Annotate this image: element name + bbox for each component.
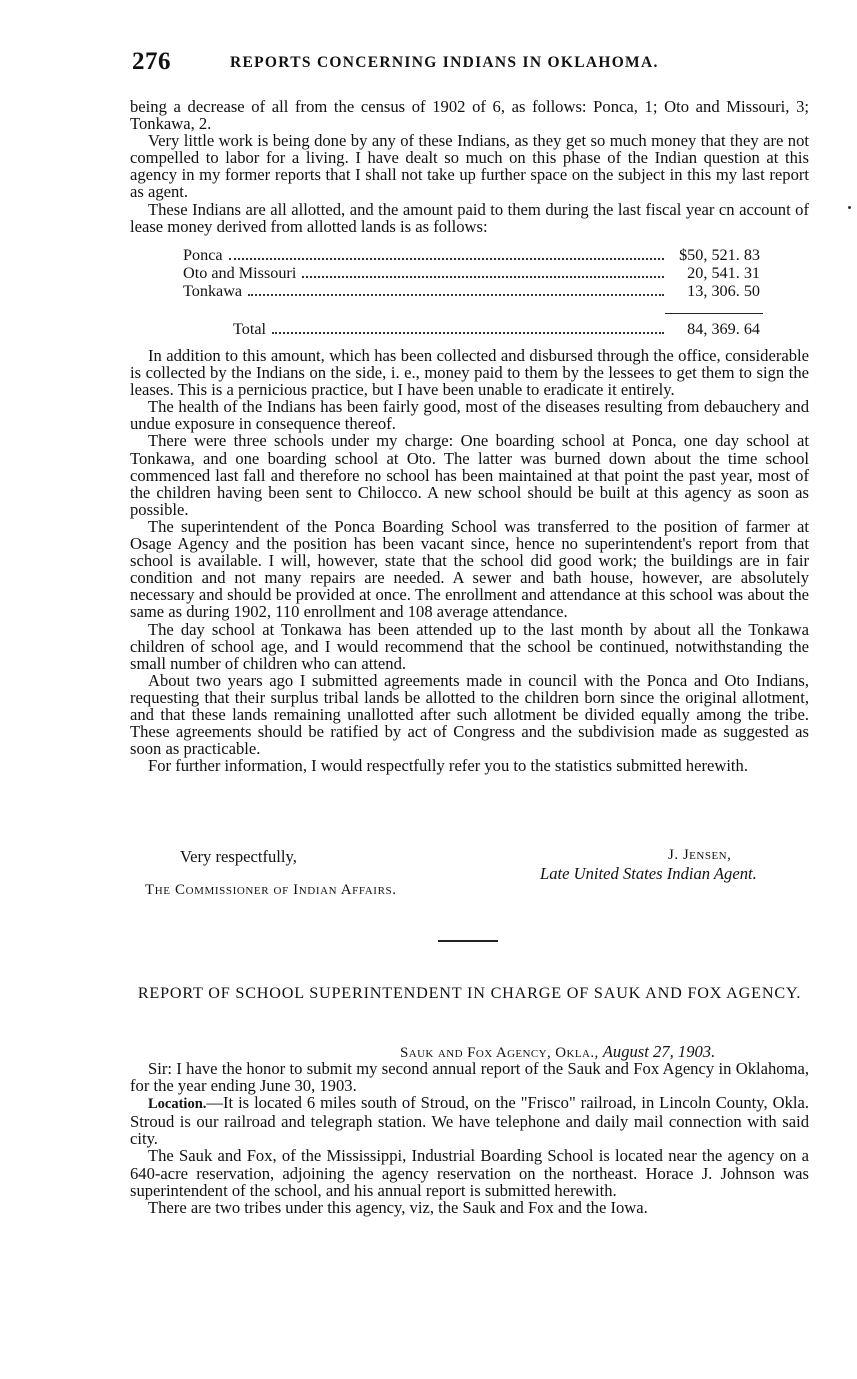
table-row bbox=[183, 247, 760, 265]
dot-leader bbox=[248, 294, 664, 296]
body-text-middle bbox=[130, 347, 809, 774]
paragraph: The superintendent of the Ponca Boarding School was transferred to the position of farmer at Osage Agency and the position has been vacant since, hence no superintendent's report from that school is available. I will, however, state that the school did good work; the buildings are in fair condition and not many repairs are needed. A sewer and bath house, however, are absolutely necessary and should be provided at once. The enrollment and attendance at this school was about the same as during 1902, 110 enrollment and 108 average attendance. bbox=[130, 516, 809, 622]
paragraph: In addition to this amount, which has been collected and disbursed through the office, considerable is collected by the Indians on the side, i. e., money paid to them by the lessees to get them to sign the leases. This is a pernicious practice, but I have been unable to eradicate it entirely. bbox=[130, 346, 809, 400]
row-label: Tonkawa bbox=[183, 282, 243, 300]
row-amount: $50, 521. 83 bbox=[679, 246, 760, 264]
section-divider bbox=[438, 940, 498, 942]
page-header bbox=[132, 48, 822, 78]
report-title: REPORT OF SCHOOL SUPERINTENDENT IN CHARGE OF SAUK AND FOX AGENCY. bbox=[137, 984, 802, 1002]
paragraph: About two years ago I submitted agreements made in council with the Ponca and Oto Indians, requesting that their surplus tribal lands be allotted to the children born since the original allotment, and that these lands remaining unallotted after such allotment be divided equally among the tribe. These agreements should be ratified by act of Congress and the subdivision made as suggested as soon as practicable. bbox=[130, 670, 809, 759]
total-label: Total bbox=[233, 320, 267, 338]
dot-leader bbox=[229, 258, 664, 260]
total-amount: 84, 369. 64 bbox=[687, 320, 760, 338]
row-amount: 13, 306. 50 bbox=[687, 282, 760, 300]
paragraph: For further information, I would respectfully refer you to the statistics submitted herewith. bbox=[148, 756, 748, 776]
closing-text: Very respectfully, bbox=[180, 847, 297, 866]
row-amount: 20, 541. 31 bbox=[687, 264, 760, 282]
row-label: Ponca bbox=[183, 246, 223, 264]
paragraph: being a decrease of all from the census of 1902 of 6, as follows: Ponca, 1; Oto and Missouri, 3; Tonkawa, 2. bbox=[130, 97, 809, 134]
running-title: REPORTS CONCERNING INDIANS IN OKLAHOMA. bbox=[230, 54, 659, 71]
report-body bbox=[130, 1060, 809, 1216]
body-text-top bbox=[130, 98, 809, 235]
paragraph-body: —It is located 6 miles south of Stroud, on the "Frisco" railroad, in Lincoln County, Okla. Stroud is our railroad and telegraph station. We have telephone and daily mail connection with said city. bbox=[130, 1093, 809, 1149]
table-row bbox=[183, 283, 760, 301]
dateline-date: August 27, 1903. bbox=[602, 1042, 716, 1061]
dot-leader bbox=[272, 332, 664, 334]
signer-name: J. Jensen, bbox=[668, 847, 732, 863]
row-label: Oto and Missouri bbox=[183, 264, 297, 282]
paragraph: Sir: I have the honor to submit my second annual report of the Sauk and Fox Agency in Oklahoma, for the year ending June 30, 1903. bbox=[130, 1059, 809, 1096]
addressee: The Commissioner of Indian Affairs. bbox=[145, 882, 397, 898]
paragraph: The Sauk and Fox, of the Mississippi, Industrial Boarding School is located near the agency on a 640-acre reservation, adjoining the agency reservation on the northeast. Horace J. Johnson was superintendent of the school, and his annual report is submitted herewith. bbox=[130, 1146, 809, 1200]
paragraph: There are two tribes under this agency, viz, the Sauk and Fox and the Iowa. bbox=[148, 1197, 648, 1217]
table-row bbox=[183, 265, 760, 283]
signer-title: Late United States Indian Agent. bbox=[540, 864, 757, 883]
paragraph: These Indians are all allotted, and the amount paid to them during the last fiscal year cn account of lease money derived from allotted lands is as follows: bbox=[130, 199, 809, 236]
dateline-place: Sauk and Fox Agency, Okla., bbox=[400, 1045, 599, 1061]
page-number: 276 bbox=[132, 48, 171, 75]
paragraph: The health of the Indians has been fairly good, most of the diseases resulting from debauchery and undue exposure in consequence thereof. bbox=[130, 397, 809, 434]
paragraph bbox=[130, 1094, 809, 1147]
paragraph: Very little work is being done by any of these Indians, as they get so much money that they are not compelled to labor for a living. I have dealt so much on this phase of the Indian question at this agency in my former reports that I shall not take up further space on the subject in this my last report as agent. bbox=[130, 131, 809, 202]
section-lead: Location. bbox=[148, 1096, 207, 1113]
paragraph: The day school at Tonkawa has been attended up to the last month by about all the Tonkawa children of school age, and I would recommend that the school be continued, notwithstanding the small number of children who can attend. bbox=[130, 619, 809, 673]
dot-leader bbox=[302, 276, 664, 278]
total-row bbox=[183, 321, 760, 339]
lease-money-table bbox=[183, 247, 760, 339]
total-rule bbox=[665, 313, 763, 314]
paragraph: There were three schools under my charge: One boarding school at Ponca, one day school at Tonkawa, and one boarding school at Oto. The latter was burned down about the time school commenced last fall and therefore no school has been maintained at that point the past year, most of the children having been sent to Chilocco. A new school should be built at this agency as soon as possible. bbox=[130, 431, 809, 519]
ink-speck bbox=[848, 206, 851, 209]
